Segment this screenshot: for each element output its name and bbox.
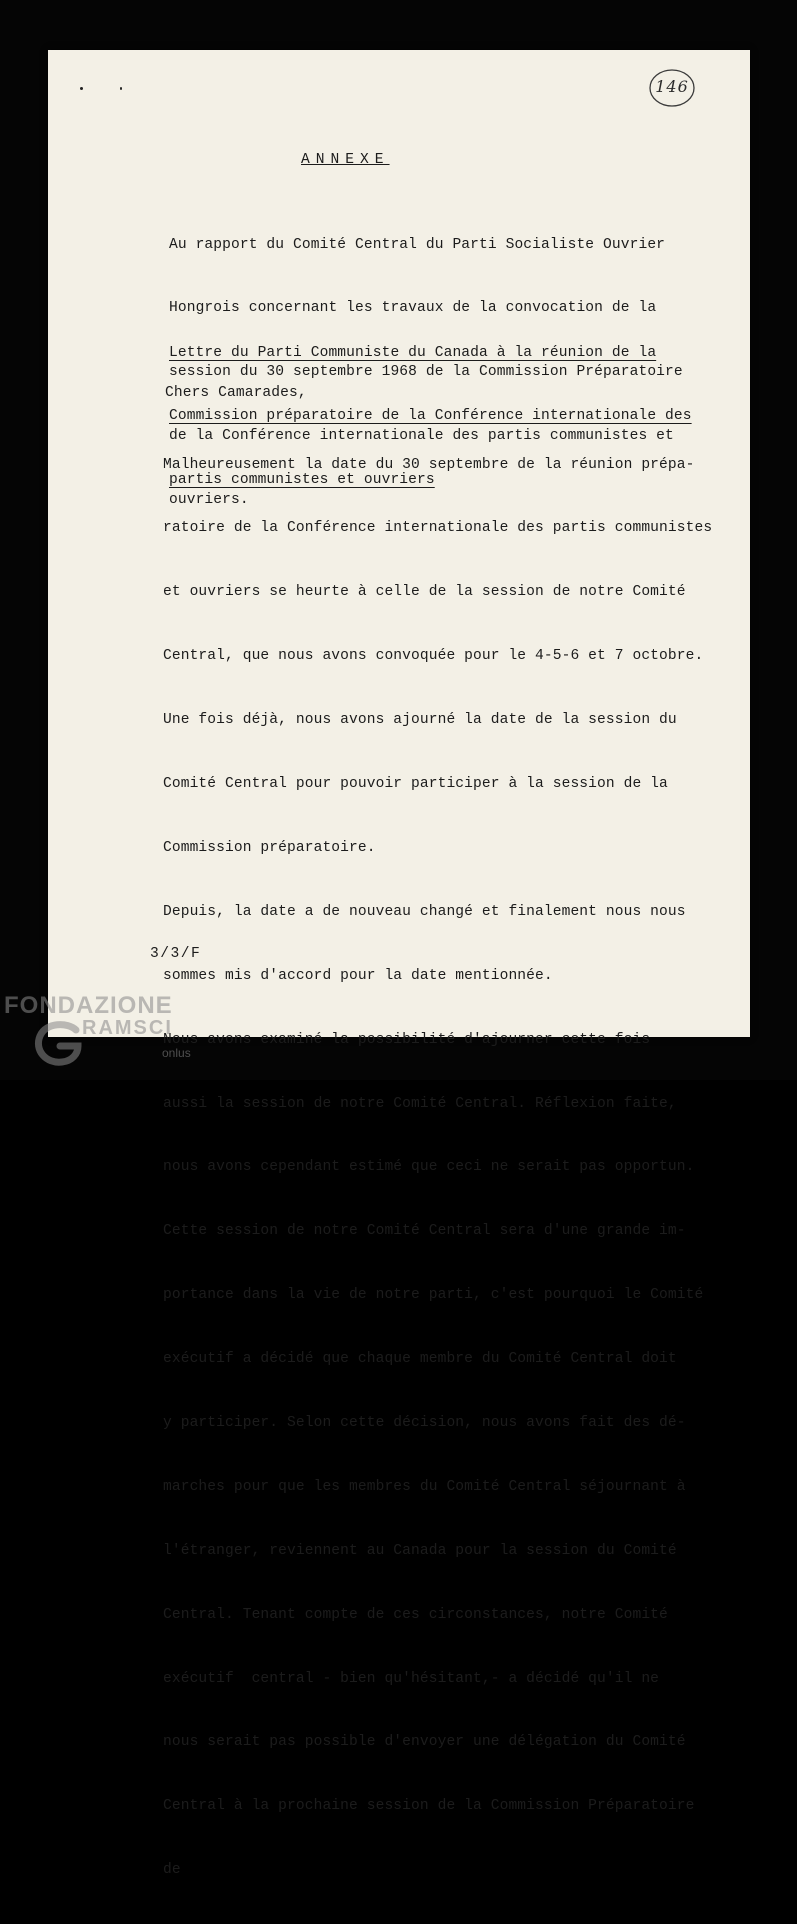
body-line: exécutif central - bien qu'hésitant,- a décidé qu'il ne <box>163 1670 660 1687</box>
intro-line: ouvriers. <box>169 492 249 509</box>
body-line: Commission préparatoire. <box>163 839 376 856</box>
body-line: Une fois déjà, nous avons ajourné la date de la session du <box>163 712 677 729</box>
watermark <box>0 990 200 1070</box>
body-line: Central, que nous avons convoquée pour le 4-5-6 et 7 octobre. <box>163 648 704 665</box>
body-line: l'étranger, reviennent au Canada pour la session du Comité <box>163 1542 677 1559</box>
body-line: portance dans la vie de notre parti, c'est pourquoi le Comité <box>163 1287 704 1304</box>
body-line: de <box>163 1862 181 1879</box>
document-reference: 3/3/F <box>150 946 202 962</box>
intro-line: de la Conférence internationale des partis communistes et <box>169 428 674 445</box>
body-line: Comité Central pour pouvoir participer à la session de la <box>163 776 668 793</box>
body-line: aussi la session de notre Comité Central. Réflexion faite, <box>163 1095 677 1112</box>
body-line: Central. Tenant compte de ces circonstances, notre Comité <box>163 1606 668 1623</box>
body-line: nous serait pas possible d'envoyer une délégation du Comité <box>163 1734 686 1751</box>
watermark-line-3: onlus <box>162 1046 191 1060</box>
intro-line: session du 30 septembre 1968 de la Commission Préparatoire <box>169 364 683 381</box>
body-line: Malheureusement la date du 30 septembre de la réunion prépa- <box>163 456 695 473</box>
body-line: exécutif a décidé que chaque membre du Comité Central doit <box>163 1351 677 1368</box>
page-number-stamp <box>648 68 696 108</box>
body-line: Central à la prochaine session de la Commission Préparatoire <box>163 1798 695 1815</box>
document-title: ANNEXE <box>301 152 390 168</box>
watermark-line-1: FONDAZIONE <box>4 992 173 1019</box>
body-line: Cette session de notre Comité Central sera d'une grande im- <box>163 1223 686 1240</box>
body-line: ratoire de la Conférence internationale des partis communistes <box>163 520 713 537</box>
intro-line: Hongrois concernant les travaux de la convocation de la <box>169 300 657 317</box>
subject-line: partis communistes et ouvriers <box>169 472 435 489</box>
body-line: et ouvriers se heurte à celle de la session de notre Comité <box>163 584 686 601</box>
subject-line: Lettre du Parti Communiste du Canada à la réunion de la <box>169 344 657 361</box>
subject-line: Commission préparatoire de la Conférence internationale des <box>169 408 692 425</box>
body-line: nous avons cependant estimé que ceci ne serait pas opportun. <box>163 1159 695 1176</box>
body-line: y participer. Selon cette décision, nous avons fait des dé- <box>163 1414 686 1431</box>
page-number: 146 <box>655 77 689 96</box>
body-line: marches pour que les membres du Comité Central séjournant à <box>163 1478 686 1495</box>
watermark-line-2: RAMSCI <box>82 1017 173 1039</box>
letter-body <box>163 412 712 1924</box>
body-line: Nous avons examiné la possibilité d'ajourner cette fois <box>163 1031 651 1048</box>
foundation-logo-icon <box>32 1020 84 1068</box>
body-line: Depuis, la date a de nouveau changé et finalement nous nous <box>163 903 686 920</box>
body-line: sommes mis d'accord pour la date mentionnée. <box>163 967 553 984</box>
punch-marks <box>80 87 130 95</box>
intro-line: Au rapport du Comité Central du Parti Socialiste Ouvrier <box>169 236 666 253</box>
salutation: Chers Camarades, <box>165 385 307 401</box>
